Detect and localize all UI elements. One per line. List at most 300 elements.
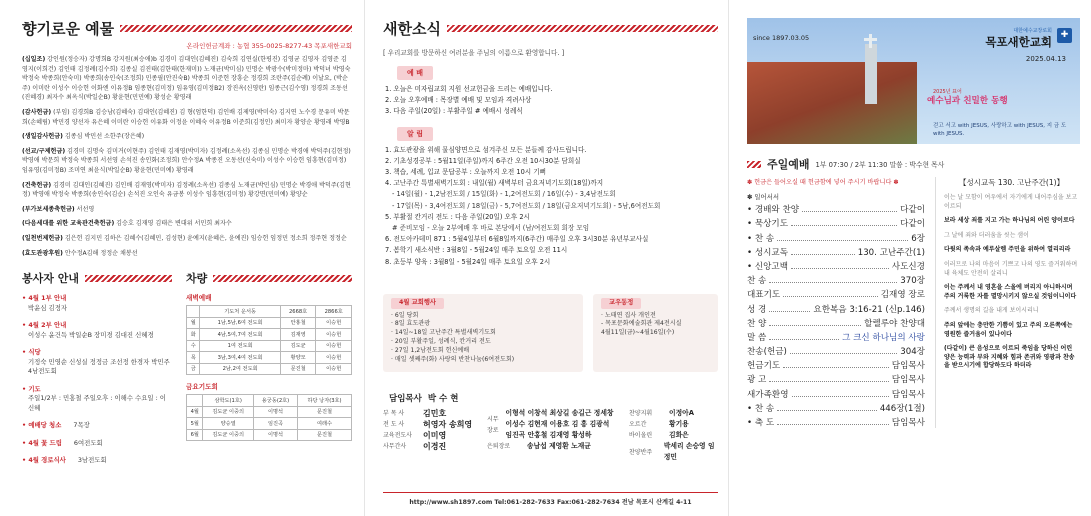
order-value: 304장 <box>900 347 925 358</box>
title-stripe <box>213 275 352 282</box>
order-label-text: 신앙고백 <box>754 261 789 272</box>
offering-names: 강인원(정승자) 강명희B 강지원(최승애)b 김경미 김대인(김혜진) 김숙희 김연실(한평진) 김영균 김영자 김영준 김영지(이희건) 김인태 김정례(김수희) 김종실 김진태(김한태(한재미)) 노재균(박미심) 민명순 박광수(박미정마) 박덕녀 박영숙 박정숙 박종희(안숙미) 박종희(송인숙(조정희) 민종필(안진숙B) 박종희 이준헌 장흥순 정경희 조란주(김순례) 이날요, (박순주) 이미란 이성수 이승헌 이화엔 이유정B 임종현(김미정) 임유영(김미정B2) 장진옥(신영란) 임종근(김수영) 정경희 조동선(진혜경) 최자수 최옥식(박일순B) 황윤현(민민예) 황성순 황영래 <box>22 56 351 102</box>
order-row <box>747 215 925 229</box>
order-bullet: • <box>747 261 753 272</box>
offering-label: (건축헌금) <box>22 181 52 189</box>
table-cell: 1남,5남,6여 전도회 <box>200 317 280 329</box>
order-leader <box>791 225 897 226</box>
friday-prayer-label: 금요기도회 <box>186 383 218 392</box>
worship-title: 주일예배 <box>767 158 810 171</box>
pastor-name: 박 수 현 <box>427 394 459 405</box>
title-stripe <box>747 161 761 168</box>
order-label-text: 찬송(헌금) <box>747 347 787 358</box>
since-text: since 1897.03.05 <box>753 34 810 42</box>
order-value: 130. 고난주간(1) <box>857 247 925 258</box>
offering-item <box>22 234 352 244</box>
order-label-text: 새가족환영 <box>747 389 789 400</box>
order-label-text: 묵상기도 <box>754 219 789 230</box>
notice-item: 5. 부활절 칸거리 전도 : 다음 주일(20일) 오후 2시 <box>385 212 530 221</box>
staff-name: 황기용 <box>669 420 689 429</box>
car-header <box>186 270 352 286</box>
table-cell: 금 <box>187 363 200 375</box>
order-bullet: • <box>747 247 753 258</box>
service-title: 봉사자 안내 <box>22 272 79 286</box>
order-label-text: 성시교독 <box>754 247 789 258</box>
table-cell <box>187 395 203 407</box>
order-value: 담임목사 <box>891 375 925 386</box>
table-cell: 황양모 <box>280 352 316 364</box>
table-row <box>187 429 352 441</box>
car-title: 차량 <box>186 272 208 286</box>
notice-item: 3. 책습, 세례, 입교 문답공부 : 오늘까지 오전 10시 기뻐 <box>385 168 546 177</box>
staff-row <box>383 441 475 452</box>
worship-body <box>747 177 1079 428</box>
service-item <box>22 439 172 449</box>
order-leader <box>769 311 810 312</box>
title-stripe <box>447 25 718 32</box>
table-row <box>187 317 352 329</box>
notice-item: 4. 고난주간 특별새벽기도회 : 내일(월) 새벽부터 금요저녁기도회(18일)까지 <box>385 179 604 188</box>
service-column <box>22 270 172 466</box>
table-row <box>187 406 352 418</box>
order-label <box>747 331 766 343</box>
staff-name: 김민호 <box>423 409 447 419</box>
worship-header <box>747 156 1079 172</box>
news-box-label: 교우동정 <box>601 298 641 309</box>
table-row <box>187 352 352 364</box>
pastor-line <box>383 392 718 404</box>
worship-list <box>383 84 718 118</box>
order-row <box>747 272 925 286</box>
order-leader <box>783 296 878 297</box>
staff-role: 시무장로 <box>487 415 499 434</box>
worship-item: 2. 오늘 오후예배 : 목장별 예배 및 모임과 격려사상 <box>385 96 532 105</box>
table-cell: 4남,5여,7여 전도회 <box>200 329 280 341</box>
table-cell: 문진철 <box>280 363 316 375</box>
offering-label: (부가보세종축헌금) <box>22 205 75 213</box>
staff-role: 은퇴장로 <box>487 443 511 451</box>
notice-list <box>383 145 718 268</box>
table-cell: 여래수 <box>298 418 352 430</box>
verse-line: 다윗의 족속과 예루살렘 주민을 위하여 열리리라 <box>944 246 1071 254</box>
offering-item <box>22 147 352 176</box>
offering-item <box>22 108 352 127</box>
offering-list <box>22 55 352 258</box>
staff-name: 이형석 이창석 최상길 송길근 정세창 이성수 김현재 이용호 김 흥 김광석 임진곡 안홍철 김재영 황성하 <box>505 409 614 440</box>
staff-role: 부 목 사 <box>383 410 405 418</box>
order-value: 다같이 <box>900 205 925 216</box>
order-value: 할렐루야 찬양대 <box>864 318 925 329</box>
church-building-image <box>747 62 917 144</box>
church-logo-icon: ✚ <box>1057 28 1072 43</box>
notice-label: 알 림 <box>397 127 433 141</box>
worship-label: 예 배 <box>397 66 433 80</box>
table-cell: 하당 낭자(3호) <box>298 395 352 407</box>
staff-row <box>629 419 718 430</box>
order-label <box>747 303 766 315</box>
table-cell: 3남,3여,4여 전도회 <box>200 352 280 364</box>
service-head: • 예배당 청소 <box>22 421 61 431</box>
service-item <box>22 294 172 313</box>
staff-role: 사무간사 <box>383 443 407 451</box>
staff-name: 박세리 손승영 임정민 <box>663 442 715 462</box>
table-cell: 이승헌 <box>316 340 352 352</box>
table-cell: 김재영 <box>280 329 316 341</box>
staff-row <box>629 408 718 419</box>
order-leader <box>777 240 908 241</box>
order-leader <box>792 396 889 397</box>
service-names: 주일1/2부 : 민홍철 주일오후 : 이해수 수요일 : 이신혜 <box>28 394 166 412</box>
service-list <box>22 294 172 466</box>
order-label <box>747 217 788 229</box>
order-value: 김재영 장로 <box>880 290 925 301</box>
staff-row <box>629 441 718 463</box>
staff-name: 허영자 송희영 <box>423 420 473 430</box>
order-label <box>747 317 766 329</box>
table-row <box>187 306 352 318</box>
table-cell: 용궁동(2호) <box>253 395 297 407</box>
staff-row <box>629 430 718 441</box>
table-cell: 안홍철 <box>280 317 316 329</box>
order-label-text: 경배와 찬양 <box>754 205 800 216</box>
service-inline-row <box>22 439 172 449</box>
reading-title: 【성시교독 130. 고난주간(1)】 <box>958 178 1065 187</box>
table-cell: 이명석 <box>253 429 297 441</box>
service-names: 3남전도회 <box>77 456 107 465</box>
staff-grid <box>383 408 718 463</box>
news-title: 새한소식 <box>383 20 441 38</box>
table-row <box>187 395 352 407</box>
offering-names: 안수정A김해 정정순 채봉선 <box>64 249 138 257</box>
info-boxes <box>383 294 718 373</box>
staff-role: 전 도 사 <box>383 421 405 429</box>
table-cell: 4월 <box>187 406 203 418</box>
order-row <box>747 258 925 272</box>
footer-contact: http://www.sh1897.com Tel:061-282-7633 Fax:061-282-7634 전남 목포시 산계길 4-11 <box>383 492 718 506</box>
news-line: 4월11일(금)~4월16일(수) <box>601 329 675 337</box>
table-row <box>187 329 352 341</box>
order-value: 446장(1절) <box>879 403 925 414</box>
title-stripe <box>120 25 352 32</box>
offering-item <box>22 181 352 200</box>
news-header <box>383 18 718 39</box>
staff-role: 바이올린 <box>629 432 653 440</box>
service-head: • 식당 <box>22 348 172 358</box>
order-bullet: • <box>747 205 753 216</box>
order-label-text: 광 고 <box>747 375 767 386</box>
staff-row <box>487 408 617 441</box>
service-item <box>22 421 172 431</box>
service-names: 박윤심 김정자 <box>28 303 68 312</box>
order-label-text: 성 경 <box>747 304 767 315</box>
table-cell: 이승헌 <box>316 352 352 364</box>
worship-panel <box>728 0 1091 516</box>
offering-label: (십일조) <box>22 56 46 63</box>
offering-label: (생일감사헌금) <box>22 133 63 141</box>
staff-role: 교육전도사 <box>383 432 412 440</box>
offering-label: (효도관광후원) <box>22 249 63 257</box>
order-leader <box>769 325 861 326</box>
order-label <box>747 232 774 244</box>
order-leader <box>791 268 889 269</box>
order-label-text: 말 씀 <box>747 332 767 343</box>
table-cell: 수 <box>187 340 200 352</box>
order-row <box>747 357 925 371</box>
worship-item: 3. 다음 주일(20일) : 부활주일 # 예배시 성례식 <box>385 107 523 116</box>
church-banner <box>747 18 1080 144</box>
order-label <box>747 359 780 371</box>
notice-item: 2. 기초성경공부 : 5월11일(주일)까지 6주간 오전 10시30분 담희실 <box>385 156 581 165</box>
offering-names: 김종심 박민선 소한주(장은혜) <box>64 133 145 141</box>
offering-panel <box>0 0 364 516</box>
offering-label: (선교/구제헌금) <box>22 147 66 155</box>
verse-line: 이는 주께서 내 영혼을 스올에 버리지 아니하시며 주의 거룩한 자를 멸망시키지 않으실 것임이니이다 <box>944 284 1077 300</box>
news-panel <box>364 0 728 516</box>
staff-row <box>383 419 475 430</box>
service-names: 기정숙 민영순 신성실 정정금 조선정 한경자 박민주 4남전도회 <box>28 357 170 376</box>
notice-item: # 준비모임 - 오늘 2부예배 후 바로 본당에서 (남/여전도회 회장 모임 <box>392 224 590 233</box>
order-leader <box>802 211 897 212</box>
schedule-line: · 매일 셋째주(화) 사랑의 반찬나눔(6여전도회) <box>391 355 515 363</box>
schedule-box <box>383 294 583 373</box>
news-box <box>593 294 718 373</box>
pastor-label: 담임목사 <box>389 394 422 405</box>
staff-column-1 <box>383 408 475 463</box>
news-line: - 목포문화예술회관 제4전시실 <box>601 320 682 328</box>
verse-line: 보라 세상 죄를 지고 가는 하나님의 어린 양이로다 <box>944 217 1075 225</box>
staff-name: 이정아A <box>669 409 694 418</box>
order-row <box>747 400 925 414</box>
staff-name: 김화은 <box>669 431 689 440</box>
denomination: 대한예수교장로회 <box>1013 28 1052 34</box>
verse-list <box>944 194 1079 371</box>
table-cell: 임진곡 <box>253 418 297 430</box>
staff-row <box>383 408 475 419</box>
order-value: 다같이 <box>900 219 925 230</box>
offering-item <box>22 132 352 142</box>
offering-label: (일천번제헌금) <box>22 234 63 242</box>
schedule-line: · 20일 부활주일, 성례식, 칸거리 전도 <box>391 338 491 346</box>
order-value: 담임목사 <box>891 418 925 428</box>
year-theme: 예수님과 친밀한 동행 <box>927 96 1008 106</box>
order-bullet: • <box>747 219 753 230</box>
order-row <box>747 286 925 300</box>
table-row <box>187 363 352 375</box>
order-row <box>747 300 925 314</box>
staff-name: 이미영 <box>423 431 447 441</box>
offering-names: 김경미 김명숙 김미거(이현주) 김인태 김재영(박미자) 김정례(소옥선) 김종심 민명순 박경애 박덕주(김현정) 박영애 박문희 박정숙 박종희 서선영 손석진 송인화(조정희) 안수정A 박종진 오동선(신숙미) 이성수 이승헌 임흥현(김미정) 임유영(김미정B) 조미연 최윤식(박일순B) 황윤현(민미예) 황영래 <box>22 147 351 174</box>
order-value: 담임목사 <box>891 389 925 400</box>
verse-line: 주의 앞에는 충만한 기쁨이 있고 주의 오른쪽에는 영원한 즐거움이 있나이다 <box>944 321 1073 338</box>
order-row <box>747 343 925 357</box>
order-value: 담임목사 <box>891 361 925 372</box>
service-car-section <box>22 270 352 466</box>
staff-column-3 <box>629 408 718 463</box>
verse-line: 이러므로 나의 마음이 기쁘고 나의 영도 즐거워하며 내 육체도 안전히 살리니 <box>944 260 1078 277</box>
service-item <box>22 385 172 414</box>
staff-section <box>383 392 718 463</box>
table-cell: 기도처 운서동 <box>200 306 280 318</box>
order-row <box>747 371 925 385</box>
table-cell: 김도균 이중의 <box>203 429 253 441</box>
table-cell: 2남,2여 전도회 <box>200 363 280 375</box>
notice-item: 1. 효도관광을 위해 물심양면으로 섬겨주신 모든 분들께 감사드립니다. <box>385 145 587 154</box>
order-label <box>747 345 787 357</box>
year-theme-sub: 걷고 서고 with JESUS, 사랑하고 with JESUS, 지 금 도 with JESUS. <box>933 123 1067 137</box>
standing-text: ✽ 일어서서 <box>747 193 780 201</box>
service-header <box>22 270 172 286</box>
schedule-line: · 6일 당회 <box>391 311 419 319</box>
offering-item <box>22 219 352 229</box>
order-row <box>747 329 925 343</box>
service-head: • 4월 꽃 드림 <box>22 439 62 449</box>
schedule-lines <box>391 312 575 365</box>
order-row <box>747 244 925 258</box>
offering-names: (부임) 김경희B 김승남(김혜숙) 김대인(김혜진) 김 형(엄한덕) 김인배 김제영(박미숙) 김지연 노수경 문유미 박문희(손혜림) 박민경 양선자 유은혜 이미란 이승헌 이유화 이정윤 이혜숙 이유정B 이준희(김정인) 최미자 황양순 황영래 박영B <box>22 108 350 126</box>
table-cell <box>187 306 200 318</box>
notice-item: 8. 초등부 양육 : 3월8일 - 5월24일 매주 토요일 오후 2시 <box>385 257 551 266</box>
table-cell: 이승헌 <box>316 363 352 375</box>
year-theme-label: 2025년 표어 <box>933 89 962 95</box>
order-row <box>747 385 925 399</box>
table-cell: 이승헌 <box>316 329 352 341</box>
notice-item: - 17일(목) - 3,4여전도회 / 18일(금) - 5,7여전도회 / 18일(금요저녁기도회) - 5남,6여전도회 <box>392 201 661 210</box>
table-cell: 2668호 <box>280 306 316 318</box>
bulletin-date: 2025.04.13 <box>1025 55 1066 63</box>
table-cell: 5월 <box>187 418 203 430</box>
table-cell: 6월 <box>187 429 203 441</box>
service-head: • 4월 1부 안내 <box>22 294 172 304</box>
notice-item: - 14일(월) - 1,2남전도회 / 15일(화) - 1,2여전도회 / 16일(수) - 3,4남전도회 <box>392 190 616 199</box>
order-leader <box>777 410 877 411</box>
order-label <box>747 274 766 286</box>
staff-role: 찬양지휘 <box>629 410 653 418</box>
service-head: • 4월 경로식사 <box>22 456 66 466</box>
order-value: 370장 <box>900 276 925 287</box>
verse-line: 이는 날 모함이 여우에서 자기에게 내어주심을 보고 이르되 <box>944 194 1078 210</box>
order-label <box>747 402 774 414</box>
dawn-service-label: 새벽예배 <box>186 294 212 303</box>
news-lines <box>601 312 710 338</box>
title-stripe <box>85 275 172 282</box>
service-inline-row <box>22 456 172 466</box>
order-bullet: • <box>747 418 753 428</box>
offering-account: 온라인헌금계좌 : 농협 355-0025-8277-43 목포새한교회 <box>186 42 352 50</box>
service-names: 이성수 윤건득 박일순B 장미경 김대진 신혜경 <box>28 330 154 339</box>
table-row <box>187 340 352 352</box>
order-row <box>747 201 925 215</box>
table-cell: 이승헌 <box>316 317 352 329</box>
order-leader <box>777 424 889 425</box>
notice-item: 6. 전도아카데미 871 : 5월4일부터 6월8일까지(6주간) 매주일 오후 3시30분 유년부교사실 <box>385 235 649 244</box>
table-cell: 문진철 <box>298 406 352 418</box>
order-list <box>747 201 925 428</box>
offering-title: 향기로운 예물 <box>22 20 115 38</box>
staff-role: 오르간 <box>629 421 647 429</box>
order-value: 요한복음 3:16-21 (신p.146) <box>813 304 925 315</box>
service-head: • 4월 2부 안내 <box>22 321 172 331</box>
offering-item <box>22 249 352 259</box>
order-leader <box>769 339 839 340</box>
offering-item <box>22 55 352 103</box>
table-cell: 문진철 <box>298 429 352 441</box>
car-column <box>186 270 352 466</box>
order-value: 6장 <box>911 233 925 244</box>
staff-column-2 <box>487 408 617 463</box>
order-label <box>747 388 789 400</box>
verse-line: (다같이) 큰 음성으로 이르되 죽임을 당하신 어린 양은 능력과 부와 지혜와 힘과 존귀와 영광과 찬송을 받으시기에 합당하도다 하더라 <box>944 345 1075 370</box>
service-inline-row <box>22 421 172 431</box>
order-label-text: 찬 송 <box>754 403 775 414</box>
schedule-line: · 27일 1,2남전도회 헌신예배 <box>391 346 470 354</box>
offering-label: (다음세대를 위한 교육관건축헌금) <box>22 220 115 228</box>
order-bullet: • <box>747 403 753 414</box>
offering-names: 서선영 <box>76 205 95 213</box>
offering-item <box>22 205 352 215</box>
order-label <box>747 203 799 215</box>
order-label <box>747 288 780 300</box>
offering-names: 김은헌 김지민 김하은 김혜수(김혜민, 김성현) 윤예지(윤혜은, 윤예진) 임승헌 임정민 정소희 정주현 정정순 <box>64 234 347 242</box>
order-leader <box>769 381 888 382</box>
responsive-reading <box>935 177 1079 428</box>
service-names: 7목장 <box>73 421 90 430</box>
table-cell: 삼학도(1호) <box>203 395 253 407</box>
order-leader <box>769 282 897 283</box>
order-row <box>747 315 925 329</box>
order-label <box>747 246 788 258</box>
schedule-line: · 8일 효도관광 <box>391 320 431 328</box>
service-head: • 기도 <box>22 385 172 395</box>
order-label <box>747 260 788 272</box>
table-cell: 1여 전도회 <box>200 340 280 352</box>
table-cell: 월 <box>187 317 200 329</box>
order-leader <box>783 367 889 368</box>
staff-name: 송남섭 제영환 노재균 <box>527 442 591 451</box>
worship-item: 1. 오늘은 미자립교회 지원 선교헌금을 드리는 예배입니다. <box>385 85 553 93</box>
schedule-label: 4월 교회행사 <box>391 298 444 309</box>
table-cell: 2866호 <box>316 306 352 318</box>
offering-label: (감사헌금) <box>22 108 52 116</box>
standing-note <box>747 190 925 201</box>
order-value: 사도신경 <box>891 261 925 272</box>
offering-header <box>22 18 352 39</box>
order-label <box>747 416 774 428</box>
staff-name: 이경진 <box>423 442 447 452</box>
order-value: 그 크신 하나님의 사랑 <box>842 332 925 343</box>
order-leader <box>791 254 855 255</box>
dawn-car-table <box>186 305 352 375</box>
service-item <box>22 348 172 377</box>
staff-role: 찬양반주 <box>629 448 653 456</box>
order-label-text: 찬 양 <box>747 318 767 329</box>
church-tower <box>865 44 877 104</box>
friday-car-table <box>186 394 352 441</box>
offering-names: 김경미 김대인(김혜진) 김인배 김재영(박미자) 김정례(소옥선) 김종심 노재균(박민심) 민명순 박경애 박덕주(김현정) 박영애 박정숙 박종희(송인숙(김순) 손석진 오인숙 유금봉 이성수 임흥현(김미정) 황강면(민미예) 황양순 <box>22 181 351 199</box>
order-row <box>747 229 925 243</box>
cross-bar <box>864 38 877 41</box>
welcome-text: [ 우리교회를 방문하신 여러분을 주님의 이름으로 환영합니다. ] <box>383 49 565 57</box>
cross-icon <box>869 34 872 48</box>
table-cell: 화 <box>187 329 200 341</box>
order-leader <box>790 353 897 354</box>
worship-order <box>747 177 925 428</box>
order-label-text: 축 도 <box>754 418 775 428</box>
offering-note: ✽ 헌금은 들어오실 때 헌금함에 넣어 주시기 바랍니다 ✽ <box>747 179 899 186</box>
table-cell: 양승열 <box>203 418 253 430</box>
verse-line: 그 날에 죄와 더러움을 씻는 샘이 <box>944 231 1029 239</box>
order-label <box>747 373 766 385</box>
order-label-text: 헌금기도 <box>747 361 781 372</box>
